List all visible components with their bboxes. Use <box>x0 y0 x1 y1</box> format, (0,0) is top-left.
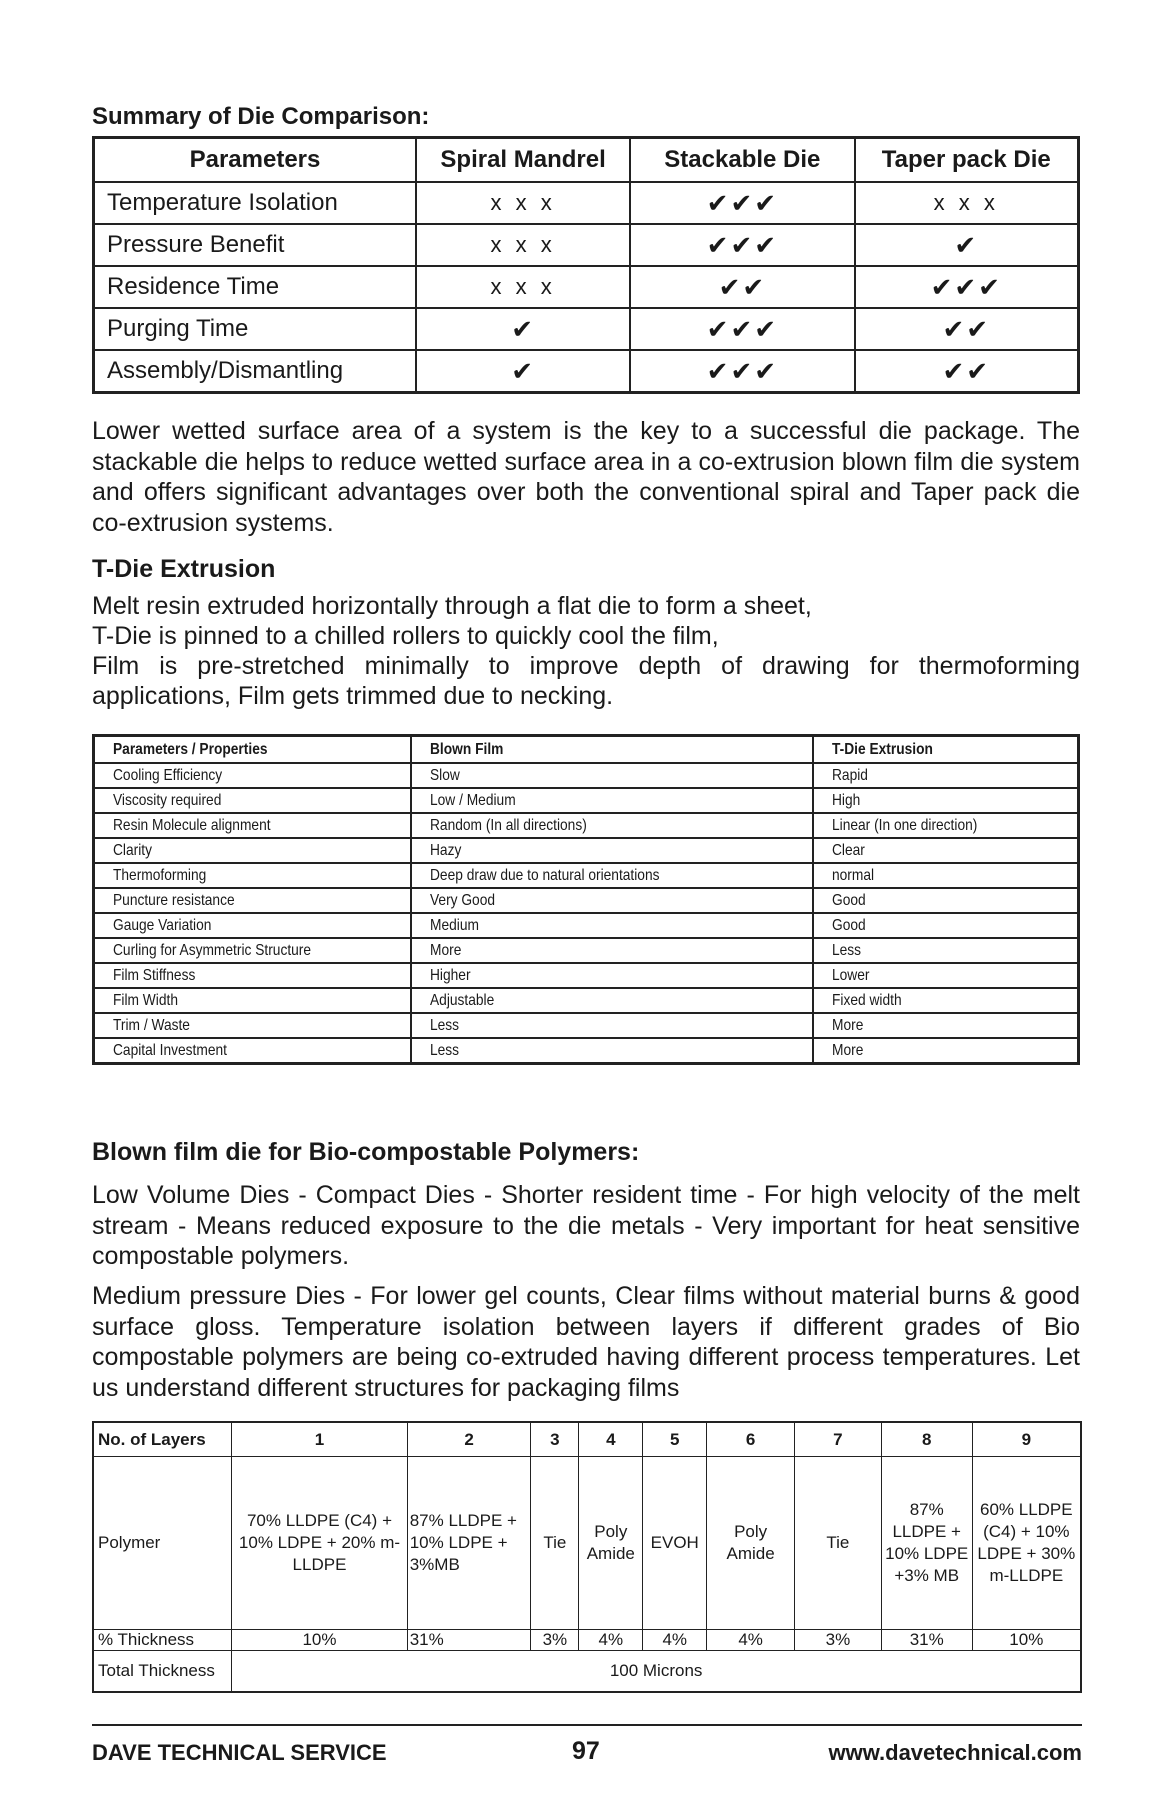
table-cell: Cooling Efficiency <box>94 763 411 788</box>
thickness-cell: 3% <box>531 1630 579 1651</box>
table-cell: Trim / Waste <box>94 1013 411 1038</box>
rating-cell: ✔✔✔ <box>630 224 854 266</box>
table-row <box>94 350 1079 393</box>
total-thickness-value: 100 Microns <box>232 1651 1081 1693</box>
table-cell: Low / Medium <box>411 788 814 813</box>
parameter-cell: Temperature Isolation <box>94 182 417 224</box>
layer-structure-table <box>92 1421 1082 1693</box>
table-row <box>93 1630 1081 1651</box>
table-row <box>94 266 1079 308</box>
thickness-cell: 3% <box>795 1630 882 1651</box>
table-row <box>94 788 1079 813</box>
bio-paragraph-2: Medium pressure Dies - For lower gel counts, Clear films without material burns & good surface gloss. Temperature isolation between layers if different grades of Bio compostable polymers are being co-extruded having different process temperatures. Let us understand different structures for packaging films <box>92 1282 1080 1402</box>
table-cell: Resin Molecule alignment <box>94 813 411 838</box>
table-cell: Less <box>411 1038 814 1064</box>
summary-heading: Summary of Die Comparison: <box>92 103 430 130</box>
thickness-cell: 4% <box>579 1630 643 1651</box>
polymer-cell: 87% LLDPE + 10% LDPE + 3%MB <box>407 1457 531 1630</box>
tdie-line: Film is pre-stretched minimally to improve depth of drawing for thermoforming applications, Film gets trimmed due to necking. <box>92 652 1080 710</box>
table-cell: Capital Investment <box>94 1038 411 1064</box>
parameter-cell: Purging Time <box>94 308 417 350</box>
thickness-cell: 31% <box>407 1630 531 1651</box>
footer-company: DAVE TECHNICAL SERVICE <box>92 1740 387 1765</box>
table-cell: Medium <box>411 913 814 938</box>
thickness-cell: 31% <box>881 1630 972 1651</box>
rating-cell: ✔✔ <box>855 350 1079 393</box>
column-header: Blown Film <box>411 736 814 764</box>
table-row <box>94 988 1079 1013</box>
table-cell: Very Good <box>411 888 814 913</box>
rating-cell: ✔✔✔ <box>630 182 854 224</box>
rating-cell: ✔ <box>416 350 630 393</box>
layer-number: 3 <box>531 1422 579 1457</box>
layer-number: 8 <box>881 1422 972 1457</box>
table-row <box>94 763 1079 788</box>
polymer-cell: 70% LLDPE (C4) + 10% LDPE + 20% m-LLDPE <box>232 1457 407 1630</box>
blown-vs-tdie-table <box>92 734 1080 1065</box>
rating-cell: x x x <box>855 182 1079 224</box>
table-cell: Hazy <box>411 838 814 863</box>
tdie-heading: T-Die Extrusion <box>92 555 276 583</box>
tdie-line: Melt resin extruded horizontally through a flat die to form a sheet, <box>92 592 812 620</box>
table-cell: Slow <box>411 763 814 788</box>
table-cell: Less <box>411 1013 814 1038</box>
table-header-row <box>94 138 1079 183</box>
column-header: Parameters <box>94 138 417 183</box>
table-row <box>94 888 1079 913</box>
rating-cell: ✔✔✔ <box>630 308 854 350</box>
thickness-cell: 10% <box>232 1630 407 1651</box>
column-header: Taper pack Die <box>855 138 1079 183</box>
layer-number: 7 <box>795 1422 882 1457</box>
table-cell: Linear (In one direction) <box>813 813 1078 838</box>
table-row <box>94 308 1079 350</box>
thickness-cell: 4% <box>707 1630 795 1651</box>
table-cell: High <box>813 788 1078 813</box>
table-cell: Higher <box>411 963 814 988</box>
column-header: Stackable Die <box>630 138 854 183</box>
polymer-cell: 60% LLDPE (C4) + 10% LDPE + 30% m-LLDPE <box>972 1457 1081 1630</box>
table-cell: normal <box>813 863 1078 888</box>
table-row <box>94 1013 1079 1038</box>
tdie-paragraph <box>92 591 1080 711</box>
total-thickness-label: Total Thickness <box>93 1651 232 1693</box>
table-cell: Gauge Variation <box>94 913 411 938</box>
polymer-cell: EVOH <box>643 1457 707 1630</box>
table-cell: Less <box>813 938 1078 963</box>
footer-divider <box>92 1724 1082 1726</box>
bio-paragraph-1: Low Volume Dies - Compact Dies - Shorter resident time - For high velocity of the melt stream - Means reduced exposure to the die metals - Very important for heat sensitive compostable polymers. <box>92 1181 1080 1270</box>
table-cell: More <box>813 1038 1078 1064</box>
table-cell: Random (In all directions) <box>411 813 814 838</box>
parameter-cell: Pressure Benefit <box>94 224 417 266</box>
bio-heading: Blown film die for Bio-compostable Polymers: <box>92 1138 640 1166</box>
table-cell: Fixed width <box>813 988 1078 1013</box>
layer-number: 1 <box>232 1422 407 1457</box>
thickness-cell: 10% <box>972 1630 1081 1651</box>
table-cell: Film Width <box>94 988 411 1013</box>
rating-cell: ✔ <box>416 308 630 350</box>
table-row <box>93 1457 1081 1630</box>
page-number: 97 <box>572 1737 600 1765</box>
table-cell: Lower <box>813 963 1078 988</box>
table-cell: Puncture resistance <box>94 888 411 913</box>
polymer-cell: Poly Amide <box>707 1457 795 1630</box>
column-header: Spiral Mandrel <box>416 138 630 183</box>
rating-cell: x x x <box>416 266 630 308</box>
rating-cell: ✔✔ <box>630 266 854 308</box>
rating-cell: x x x <box>416 182 630 224</box>
polymer-cell: 87% LLDPE + 10% LDPE +3% MB <box>881 1457 972 1630</box>
table-cell: Good <box>813 888 1078 913</box>
table-row <box>94 224 1079 266</box>
table-header-row <box>94 736 1079 764</box>
table-cell: More <box>813 1013 1078 1038</box>
footer-website: www.davetechnical.com <box>828 1740 1082 1765</box>
table-row <box>94 913 1079 938</box>
table-cell: Film Stiffness <box>94 963 411 988</box>
rating-cell: x x x <box>416 224 630 266</box>
table-cell: Rapid <box>813 763 1078 788</box>
table-header-row <box>93 1422 1081 1457</box>
table-cell: Good <box>813 913 1078 938</box>
layer-number: 4 <box>579 1422 643 1457</box>
polymer-cell: Tie <box>531 1457 579 1630</box>
table-cell: More <box>411 938 814 963</box>
table-cell: Clear <box>813 838 1078 863</box>
table-cell: Thermoforming <box>94 863 411 888</box>
polymer-cell: Tie <box>795 1457 882 1630</box>
rating-cell: ✔ <box>855 224 1079 266</box>
table-row <box>94 963 1079 988</box>
rating-cell: ✔✔✔ <box>855 266 1079 308</box>
layer-number: 9 <box>972 1422 1081 1457</box>
polymer-label: Polymer <box>93 1457 232 1630</box>
thickness-label: % Thickness <box>93 1630 232 1651</box>
table-row <box>94 182 1079 224</box>
table-cell: Viscosity required <box>94 788 411 813</box>
column-header: T-Die Extrusion <box>813 736 1078 764</box>
table-row <box>94 863 1079 888</box>
parameter-cell: Assembly/Dismantling <box>94 350 417 393</box>
die-comparison-table <box>92 136 1080 394</box>
table-row <box>94 838 1079 863</box>
table-row <box>94 1038 1079 1064</box>
tdie-line: T-Die is pinned to a chilled rollers to quickly cool the film, <box>92 622 719 650</box>
thickness-cell: 4% <box>643 1630 707 1651</box>
table-row <box>94 938 1079 963</box>
table-row <box>94 813 1079 838</box>
rating-cell: ✔✔ <box>855 308 1079 350</box>
layer-number: 2 <box>407 1422 531 1457</box>
table-row <box>93 1651 1081 1693</box>
polymer-cell: Poly Amide <box>579 1457 643 1630</box>
layer-number: 5 <box>643 1422 707 1457</box>
table-cell: Clarity <box>94 838 411 863</box>
layers-label: No. of Layers <box>93 1422 232 1457</box>
table-cell: Deep draw due to natural orientations <box>411 863 814 888</box>
parameter-cell: Residence Time <box>94 266 417 308</box>
layer-number: 6 <box>707 1422 795 1457</box>
table-cell: Adjustable <box>411 988 814 1013</box>
column-header: Parameters / Properties <box>94 736 411 764</box>
table-cell: Curling for Asymmetric Structure <box>94 938 411 963</box>
rating-cell: ✔✔✔ <box>630 350 854 393</box>
wetted-surface-paragraph: Lower wetted surface area of a system is the key to a successful die package. The stackable die helps to reduce wetted surface area in a co-extrusion blown film die system and offers significant advantages over both the conventional spiral and Taper pack die co-extrusion systems. <box>92 417 1080 537</box>
